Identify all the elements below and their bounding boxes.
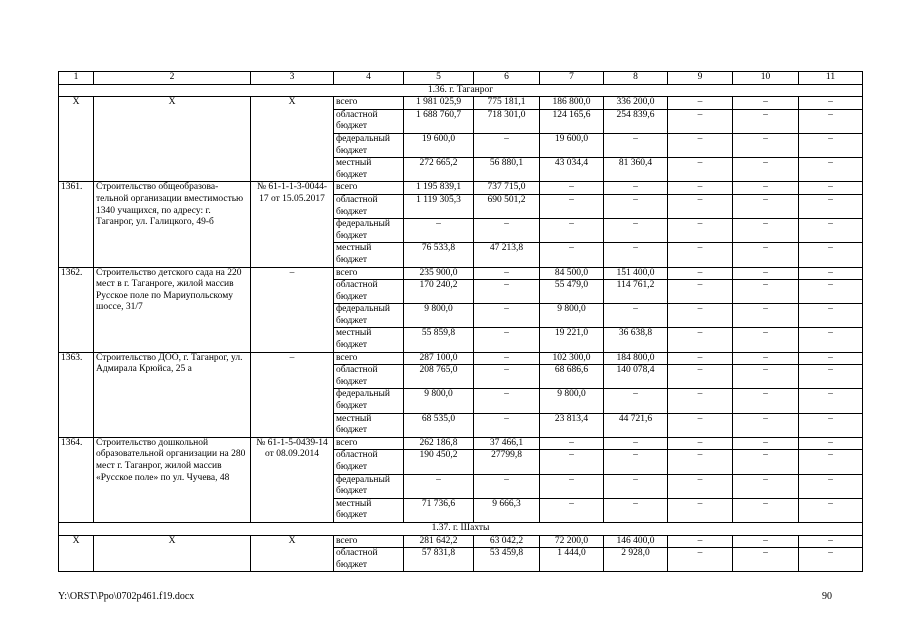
value-cell: 146 400,0 [604, 535, 668, 548]
value-cell: – [604, 304, 668, 328]
value-cell: – [474, 219, 540, 243]
document-number: – [251, 267, 334, 352]
object-number: 1361. [59, 182, 94, 267]
funding-source: областной бюджет [334, 450, 404, 474]
value-cell: – [668, 267, 733, 280]
funding-source: федеральный бюджет [334, 304, 404, 328]
value-cell: – [668, 182, 733, 195]
value-cell: – [733, 158, 799, 182]
table-row [59, 352, 863, 365]
value-cell: – [668, 280, 733, 304]
value-cell: – [474, 304, 540, 328]
value-cell: 68 686,6 [540, 365, 604, 389]
value-cell: 102 300,0 [540, 352, 604, 365]
funding-source: федеральный бюджет [334, 474, 404, 498]
funding-source: федеральный бюджет [334, 133, 404, 157]
column-number-cell: 10 [733, 72, 799, 85]
value-cell: – [604, 450, 668, 474]
column-number-cell: 2 [94, 72, 251, 85]
value-cell: – [668, 194, 733, 218]
funding-source: местный бюджет [334, 243, 404, 267]
file-path: Y:\ORST\Ppo\0702p461.f19.docx [58, 591, 195, 602]
value-cell: – [799, 389, 863, 413]
value-cell: – [668, 413, 733, 437]
value-cell: 44 721,6 [604, 413, 668, 437]
funding-source: местный бюджет [334, 328, 404, 352]
value-cell: – [799, 450, 863, 474]
value-cell: – [733, 304, 799, 328]
value-cell: 68 535,0 [404, 413, 474, 437]
section-title-row [59, 522, 863, 535]
value-cell: – [474, 280, 540, 304]
object-name: Строительство детского сада на 220 мест в г. Таганроге, жилой массив Русское поле по Мариупольскому шоссе, 31/7 [94, 267, 251, 352]
value-cell: – [474, 365, 540, 389]
value-cell: – [799, 280, 863, 304]
value-cell: – [404, 219, 474, 243]
value-cell: 336 200,0 [604, 97, 668, 110]
value-cell: 190 450,2 [404, 450, 474, 474]
value-cell: 9 800,0 [404, 389, 474, 413]
object-name: Строительство ДОО, г. Таганрог, ул. Адмирала Крюйса, 25 а [94, 352, 251, 437]
section-title: 1.36. г. Таганрог [59, 84, 863, 97]
value-cell: – [799, 97, 863, 110]
value-cell: 19 221,0 [540, 328, 604, 352]
value-cell: – [799, 328, 863, 352]
funding-source: областной бюджет [334, 365, 404, 389]
value-cell: – [733, 437, 799, 450]
value-cell: – [733, 535, 799, 548]
value-cell: 55 859,8 [404, 328, 474, 352]
value-cell: 84 500,0 [540, 267, 604, 280]
value-cell: – [668, 352, 733, 365]
page-number: 90 [822, 591, 832, 602]
column-number-cell: 7 [540, 72, 604, 85]
value-cell: 9 800,0 [540, 389, 604, 413]
value-cell: – [404, 474, 474, 498]
value-cell: – [799, 133, 863, 157]
value-cell: – [540, 194, 604, 218]
value-cell: – [799, 365, 863, 389]
value-cell: – [604, 194, 668, 218]
value-cell: – [733, 450, 799, 474]
column-number-cell: 6 [474, 72, 540, 85]
funding-source: всего [334, 535, 404, 548]
value-cell: – [733, 548, 799, 572]
value-cell: 140 078,4 [604, 365, 668, 389]
object-number: 1364. [59, 437, 94, 522]
value-cell: 1 195 839,1 [404, 182, 474, 195]
value-cell: 57 831,8 [404, 548, 474, 572]
value-cell: – [799, 474, 863, 498]
value-cell: – [799, 535, 863, 548]
funding-source: областной бюджет [334, 280, 404, 304]
document-number: № 61-1-5-0439-14 от 08.09.2014 [251, 437, 334, 522]
value-cell: 63 042,2 [474, 535, 540, 548]
value-cell: 9 800,0 [540, 304, 604, 328]
value-cell: – [799, 109, 863, 133]
value-cell: 9 800,0 [404, 304, 474, 328]
value-cell: – [799, 304, 863, 328]
funding-source: местный бюджет [334, 158, 404, 182]
value-cell: – [668, 158, 733, 182]
table-row [59, 97, 863, 110]
value-cell: 262 186,8 [404, 437, 474, 450]
value-cell: 254 839,6 [604, 109, 668, 133]
value-cell: 27799,8 [474, 450, 540, 474]
value-cell: 47 213,8 [474, 243, 540, 267]
value-cell: 718 301,0 [474, 109, 540, 133]
column-number-cell: 11 [799, 72, 863, 85]
value-cell: – [733, 413, 799, 437]
value-cell: 37 466,1 [474, 437, 540, 450]
value-cell: 55 479,0 [540, 280, 604, 304]
value-cell: 124 165,6 [540, 109, 604, 133]
value-cell: 81 360,4 [604, 158, 668, 182]
value-cell: – [474, 328, 540, 352]
funding-source: областной бюджет [334, 548, 404, 572]
funding-source: федеральный бюджет [334, 389, 404, 413]
value-cell: – [668, 109, 733, 133]
value-cell: – [799, 243, 863, 267]
funding-source: местный бюджет [334, 413, 404, 437]
value-cell: – [604, 437, 668, 450]
value-cell: 36 638,8 [604, 328, 668, 352]
object-name: Х [94, 97, 251, 182]
value-cell: – [799, 182, 863, 195]
value-cell: 71 736,6 [404, 498, 474, 522]
value-cell: – [733, 352, 799, 365]
value-cell: – [733, 133, 799, 157]
value-cell: 151 400,0 [604, 267, 668, 280]
value-cell: – [668, 133, 733, 157]
value-cell: 1 688 760,7 [404, 109, 474, 133]
object-number: Х [59, 97, 94, 182]
budget-table [58, 71, 863, 572]
object-number: Х [59, 535, 94, 572]
value-cell: – [799, 498, 863, 522]
value-cell: – [733, 267, 799, 280]
value-cell: – [668, 474, 733, 498]
section-title-row [59, 84, 863, 97]
funding-source: всего [334, 437, 404, 450]
table-row [59, 267, 863, 280]
value-cell: – [733, 109, 799, 133]
table-row [59, 437, 863, 450]
value-cell: – [540, 243, 604, 267]
column-number-cell: 9 [668, 72, 733, 85]
value-cell: – [733, 97, 799, 110]
object-name: Строительство общеобразова-тельной организации вместимостью 1340 учащихся, по адресу: г. Таганрог, ул. Галицкого, 49-б [94, 182, 251, 267]
value-cell: – [668, 498, 733, 522]
table-row [59, 535, 863, 548]
value-cell: 19 600,0 [404, 133, 474, 157]
column-number-cell: 3 [251, 72, 334, 85]
value-cell: 184 800,0 [604, 352, 668, 365]
value-cell: 170 240,2 [404, 280, 474, 304]
value-cell: 1 444,0 [540, 548, 604, 572]
object-number: 1362. [59, 267, 94, 352]
document-number: Х [251, 535, 334, 572]
value-cell: – [733, 474, 799, 498]
value-cell: – [733, 182, 799, 195]
value-cell: – [668, 437, 733, 450]
value-cell: 76 533,8 [404, 243, 474, 267]
value-cell: – [733, 194, 799, 218]
section-title: 1.37. г. Шахты [59, 522, 863, 535]
value-cell: – [540, 450, 604, 474]
column-number-cell: 8 [604, 72, 668, 85]
value-cell: – [799, 158, 863, 182]
value-cell: 56 880,1 [474, 158, 540, 182]
value-cell: – [733, 498, 799, 522]
value-cell: – [604, 182, 668, 195]
value-cell: 1 119 305,3 [404, 194, 474, 218]
value-cell: 43 034,4 [540, 158, 604, 182]
value-cell: – [799, 267, 863, 280]
value-cell: 208 765,0 [404, 365, 474, 389]
value-cell: 9 666,3 [474, 498, 540, 522]
value-cell: 737 715,0 [474, 182, 540, 195]
funding-source: областной бюджет [334, 194, 404, 218]
object-name: Строительство дошкольной образовательной организации на 280 мест г. Таганрог, жилой массив «Русское поле» по ул. Чучева, 48 [94, 437, 251, 522]
value-cell: 281 642,2 [404, 535, 474, 548]
value-cell: – [668, 304, 733, 328]
value-cell: – [540, 498, 604, 522]
value-cell: – [799, 194, 863, 218]
value-cell: – [668, 243, 733, 267]
value-cell: – [604, 133, 668, 157]
funding-source: всего [334, 97, 404, 110]
value-cell: 1 981 025,9 [404, 97, 474, 110]
value-cell: – [474, 474, 540, 498]
funding-source: областной бюджет [334, 109, 404, 133]
value-cell: – [604, 498, 668, 522]
value-cell: – [604, 243, 668, 267]
value-cell: – [604, 219, 668, 243]
value-cell: 272 665,2 [404, 158, 474, 182]
value-cell: – [799, 219, 863, 243]
value-cell: 72 200,0 [540, 535, 604, 548]
value-cell: – [668, 219, 733, 243]
value-cell: – [668, 535, 733, 548]
value-cell: 287 100,0 [404, 352, 474, 365]
value-cell: 53 459,8 [474, 548, 540, 572]
value-cell: – [668, 389, 733, 413]
value-cell: 690 501,2 [474, 194, 540, 218]
value-cell: – [474, 389, 540, 413]
value-cell: – [733, 280, 799, 304]
value-cell: 19 600,0 [540, 133, 604, 157]
value-cell: – [799, 437, 863, 450]
value-cell: – [474, 133, 540, 157]
value-cell: – [799, 413, 863, 437]
value-cell: – [604, 389, 668, 413]
value-cell: – [474, 413, 540, 437]
value-cell: 235 900,0 [404, 267, 474, 280]
header-row [59, 72, 863, 85]
table-row [59, 182, 863, 195]
value-cell: – [733, 389, 799, 413]
value-cell: 23 813,4 [540, 413, 604, 437]
column-number-cell: 1 [59, 72, 94, 85]
funding-source: федеральный бюджет [334, 219, 404, 243]
value-cell: – [474, 352, 540, 365]
value-cell: – [733, 365, 799, 389]
value-cell: – [604, 474, 668, 498]
value-cell: – [799, 352, 863, 365]
value-cell: – [799, 548, 863, 572]
funding-source: всего [334, 352, 404, 365]
column-number-cell: 5 [404, 72, 474, 85]
document-number: № 61-1-1-3-0044-17 от 15.05.2017 [251, 182, 334, 267]
value-cell: – [540, 182, 604, 195]
value-cell: – [668, 365, 733, 389]
value-cell: 114 761,2 [604, 280, 668, 304]
column-number-cell: 4 [334, 72, 404, 85]
value-cell: – [733, 328, 799, 352]
value-cell: – [540, 474, 604, 498]
funding-source: местный бюджет [334, 498, 404, 522]
value-cell: – [668, 548, 733, 572]
funding-source: всего [334, 267, 404, 280]
value-cell: – [668, 97, 733, 110]
document-number: – [251, 352, 334, 437]
value-cell: – [540, 437, 604, 450]
document-number: Х [251, 97, 334, 182]
value-cell: – [733, 243, 799, 267]
value-cell: 775 181,1 [474, 97, 540, 110]
value-cell: – [474, 267, 540, 280]
value-cell: – [540, 219, 604, 243]
object-number: 1363. [59, 352, 94, 437]
value-cell: – [668, 328, 733, 352]
value-cell: 186 800,0 [540, 97, 604, 110]
object-name: Х [94, 535, 251, 572]
funding-source: всего [334, 182, 404, 195]
value-cell: – [668, 450, 733, 474]
value-cell: – [733, 219, 799, 243]
value-cell: 2 928,0 [604, 548, 668, 572]
